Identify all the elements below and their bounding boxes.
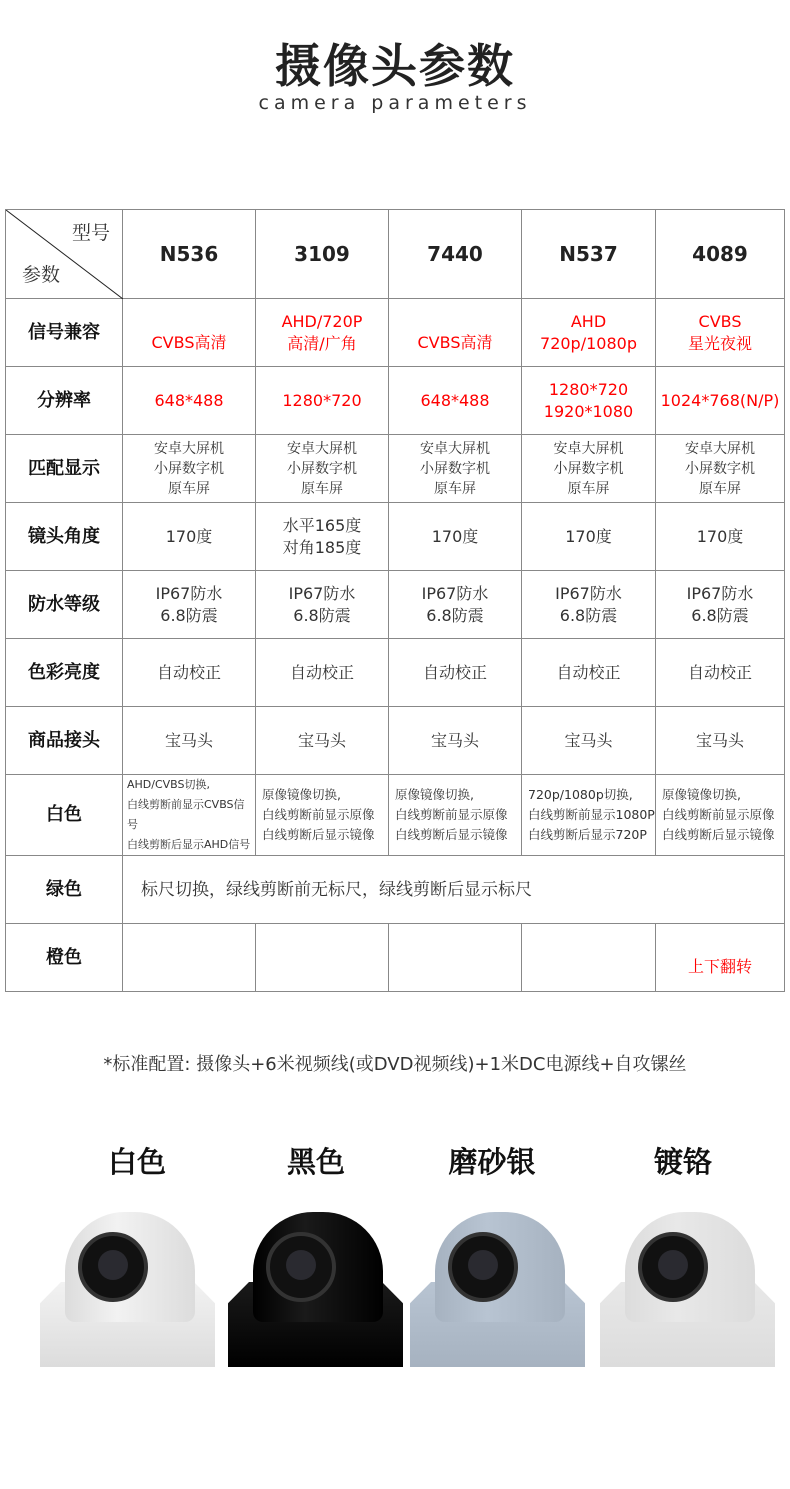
table-cell bbox=[522, 571, 656, 639]
row-label: 分辨率 bbox=[6, 367, 123, 435]
cell-line: 原车屏 bbox=[434, 480, 476, 497]
color-label: 磨砂银 bbox=[448, 1145, 536, 1179]
cell-line: 720p/1080p切换, bbox=[528, 787, 633, 802]
table-cell bbox=[256, 571, 389, 639]
table-cell bbox=[389, 435, 522, 503]
cell-line: 星光夜视 bbox=[687, 333, 752, 353]
cell-line: 小屏数字机 bbox=[287, 460, 357, 477]
table-row bbox=[6, 503, 785, 571]
table-cell bbox=[522, 639, 656, 707]
page-title: 摄像头参数 bbox=[275, 39, 515, 93]
cell-line: 自动校正 bbox=[687, 662, 752, 682]
cell-line: 宝马头 bbox=[695, 730, 744, 750]
table-cell bbox=[389, 299, 522, 367]
table-cell bbox=[522, 299, 656, 367]
row-label: 绿色 bbox=[6, 856, 123, 924]
table-cell bbox=[123, 639, 256, 707]
table-row bbox=[6, 775, 785, 856]
cell-line: 6.8防震 bbox=[691, 605, 749, 625]
table-cell bbox=[656, 435, 785, 503]
camera-image bbox=[600, 1212, 775, 1367]
row-label: 镜头角度 bbox=[6, 503, 123, 571]
table-cell bbox=[123, 367, 256, 435]
table-cell bbox=[389, 367, 522, 435]
cell-line: 白线剪断后显示AHD信号 bbox=[127, 838, 251, 851]
table-cell bbox=[656, 775, 785, 856]
table-row bbox=[6, 707, 785, 775]
cell-line: 宝马头 bbox=[297, 730, 346, 750]
cell-line: IP67防水 bbox=[555, 583, 622, 603]
table-cell bbox=[256, 435, 389, 503]
cell-line: 对角185度 bbox=[282, 537, 362, 557]
model-header: 3109 bbox=[256, 210, 389, 299]
corner-param-label: 参数 bbox=[22, 264, 61, 286]
cell-line: AHD/CVBS切换, bbox=[127, 778, 211, 791]
cell-line: IP67防水 bbox=[155, 583, 223, 603]
cell-line: 自动校正 bbox=[556, 662, 621, 682]
cell-line: 170度 bbox=[565, 526, 612, 546]
table-cell bbox=[256, 775, 389, 856]
cell-line: IP67防水 bbox=[686, 583, 754, 603]
cell-line: 原车屏 bbox=[301, 480, 343, 497]
cell-line: 648*488 bbox=[154, 390, 224, 410]
cell-line: 170度 bbox=[431, 526, 479, 546]
row-label: 白色 bbox=[6, 775, 123, 856]
cell-line: 170度 bbox=[696, 526, 744, 546]
cell-line: 自动校正 bbox=[156, 662, 221, 682]
cell-line: CVBS高清 bbox=[151, 332, 227, 352]
color-label: 黑色 bbox=[286, 1145, 345, 1179]
cell-line: 白线剪断前显示原像 bbox=[662, 807, 775, 822]
lens-icon bbox=[266, 1232, 336, 1302]
cell-line: 宝马头 bbox=[430, 730, 479, 750]
cell-line: 1280*720 bbox=[548, 379, 629, 399]
parameter-table bbox=[5, 209, 785, 992]
cell-line: 原车屏 bbox=[168, 480, 210, 497]
model-header: 7440 bbox=[389, 210, 522, 299]
corner-model-label: 型号 bbox=[71, 222, 110, 244]
cell-line: 宝马头 bbox=[164, 730, 213, 750]
cell-line: AHD/720P bbox=[281, 311, 363, 331]
cell-line: 720p/1080p bbox=[540, 333, 637, 353]
cell-line: 白线剪断后显示镜像 bbox=[395, 827, 508, 842]
table-cell bbox=[256, 503, 389, 571]
table-row bbox=[6, 299, 785, 367]
table-cell bbox=[123, 435, 256, 503]
table-cell bbox=[522, 435, 656, 503]
table-cell bbox=[656, 299, 785, 367]
cell-line: 6.8防震 bbox=[559, 605, 618, 625]
row-label: 商品接头 bbox=[6, 707, 123, 775]
table-cell bbox=[123, 924, 256, 992]
table-cell bbox=[389, 924, 522, 992]
table-cell bbox=[522, 503, 656, 571]
cell-line: 上下翻转 bbox=[687, 956, 752, 976]
cell-line: 6.8防震 bbox=[160, 605, 218, 625]
table-cell bbox=[256, 639, 389, 707]
row-label: 橙色 bbox=[6, 924, 123, 992]
page-subtitle: camera parameters bbox=[258, 92, 532, 114]
cell-line: 白线剪断前显示1080P bbox=[528, 807, 655, 822]
cell-line: 白线剪断前显示原像 bbox=[262, 807, 375, 822]
color-label: 白色 bbox=[107, 1145, 166, 1179]
table-row bbox=[6, 435, 785, 503]
cell-line: 小屏数字机 bbox=[420, 460, 490, 477]
table-cell bbox=[656, 924, 785, 992]
cell-line: AHD bbox=[570, 311, 607, 331]
table-cell bbox=[389, 707, 522, 775]
cell-line: 自动校正 bbox=[289, 662, 354, 682]
cell-line: 白线剪断前显示原像 bbox=[395, 807, 508, 822]
cell-line: 原车屏 bbox=[699, 480, 741, 497]
table-cell bbox=[123, 299, 256, 367]
cell-line: 宝马头 bbox=[564, 730, 613, 750]
table-cell bbox=[256, 707, 389, 775]
lens-icon bbox=[448, 1232, 518, 1302]
table-cell bbox=[389, 571, 522, 639]
cell-line: 安卓大屏机 bbox=[287, 440, 357, 457]
cell-line: 安卓大屏机 bbox=[154, 440, 224, 457]
cell-line: CVBS bbox=[698, 311, 742, 331]
table-cell bbox=[256, 367, 389, 435]
row-label: 防水等级 bbox=[6, 571, 123, 639]
table-cell bbox=[389, 775, 522, 856]
cell-line: 170度 bbox=[165, 526, 213, 546]
table-cell bbox=[522, 775, 656, 856]
table-cell bbox=[256, 299, 389, 367]
cell-line: 小屏数字机 bbox=[553, 460, 624, 477]
table-row bbox=[6, 856, 785, 924]
lens-icon bbox=[638, 1232, 708, 1302]
table-cell bbox=[522, 924, 656, 992]
cell-line: 1024*768(N/P) bbox=[660, 390, 780, 410]
color-label: 镀铬 bbox=[653, 1145, 712, 1179]
cell-line: 原车屏 bbox=[567, 480, 610, 497]
row-label: 色彩亮度 bbox=[6, 639, 123, 707]
standard-config-note: *标准配置: 摄像头+6米视频线(或DVD视频线)+1米DC电源线+自攻镙丝 bbox=[103, 1054, 687, 1075]
table-cell bbox=[123, 503, 256, 571]
cell-line: 高清/广角 bbox=[287, 333, 357, 353]
cell-line: 水平165度 bbox=[282, 515, 362, 535]
cell-line: 648*488 bbox=[420, 390, 490, 410]
cell-line: 小屏数字机 bbox=[685, 460, 755, 477]
cell-line: 原像镜像切换, bbox=[395, 787, 474, 802]
table-row bbox=[6, 924, 785, 992]
cell-line: 原像镜像切换, bbox=[662, 787, 741, 802]
cell-line: 1920*1080 bbox=[543, 401, 634, 421]
camera-image bbox=[40, 1212, 215, 1367]
cell-line: 白线剪断后显示镜像 bbox=[262, 827, 375, 842]
table-cell bbox=[656, 367, 785, 435]
lens-icon bbox=[78, 1232, 148, 1302]
table-cell bbox=[123, 571, 256, 639]
corner-cell bbox=[6, 210, 123, 299]
table-cell bbox=[123, 707, 256, 775]
cell-line: 安卓大屏机 bbox=[685, 440, 755, 457]
cell-line: 小屏数字机 bbox=[154, 460, 224, 477]
table-cell bbox=[656, 639, 785, 707]
table-cell bbox=[389, 503, 522, 571]
table-row bbox=[6, 367, 785, 435]
camera-image bbox=[410, 1212, 585, 1367]
table-cell bbox=[656, 571, 785, 639]
green-wire-cell: 标尺切换，绿线剪断前无标尺，绿线剪断后显示标尺 bbox=[123, 856, 785, 924]
cell-line: 自动校正 bbox=[422, 662, 487, 682]
table-row bbox=[6, 571, 785, 639]
header-row bbox=[6, 210, 785, 299]
model-header: N536 bbox=[123, 210, 256, 299]
cell-line: 白线剪断后显示720P bbox=[528, 827, 647, 842]
table-row bbox=[6, 639, 785, 707]
cell-line: 原像镜像切换, bbox=[262, 787, 341, 802]
row-label: 信号兼容 bbox=[6, 299, 123, 367]
cell-line: 6.8防震 bbox=[293, 605, 351, 625]
table-cell bbox=[522, 367, 656, 435]
cell-line: CVBS高清 bbox=[417, 332, 493, 352]
row-label: 匹配显示 bbox=[6, 435, 123, 503]
model-header: N537 bbox=[522, 210, 656, 299]
cell-line: 1280*720 bbox=[282, 390, 362, 410]
table-cell bbox=[522, 707, 656, 775]
table-cell bbox=[656, 707, 785, 775]
cell-line: IP67防水 bbox=[288, 583, 356, 603]
table-cell bbox=[123, 775, 256, 856]
cell-line: IP67防水 bbox=[421, 583, 489, 603]
camera-image bbox=[228, 1212, 403, 1367]
table-cell bbox=[656, 503, 785, 571]
cell-line: 白线剪断前显示CVBS信号 bbox=[127, 798, 245, 831]
cell-line: 6.8防震 bbox=[426, 605, 484, 625]
model-header: 4089 bbox=[656, 210, 785, 299]
cell-line: 安卓大屏机 bbox=[420, 440, 490, 457]
table-cell bbox=[256, 924, 389, 992]
cell-line: 白线剪断后显示镜像 bbox=[662, 827, 775, 842]
cell-line: 安卓大屏机 bbox=[553, 440, 624, 457]
table-cell bbox=[389, 639, 522, 707]
